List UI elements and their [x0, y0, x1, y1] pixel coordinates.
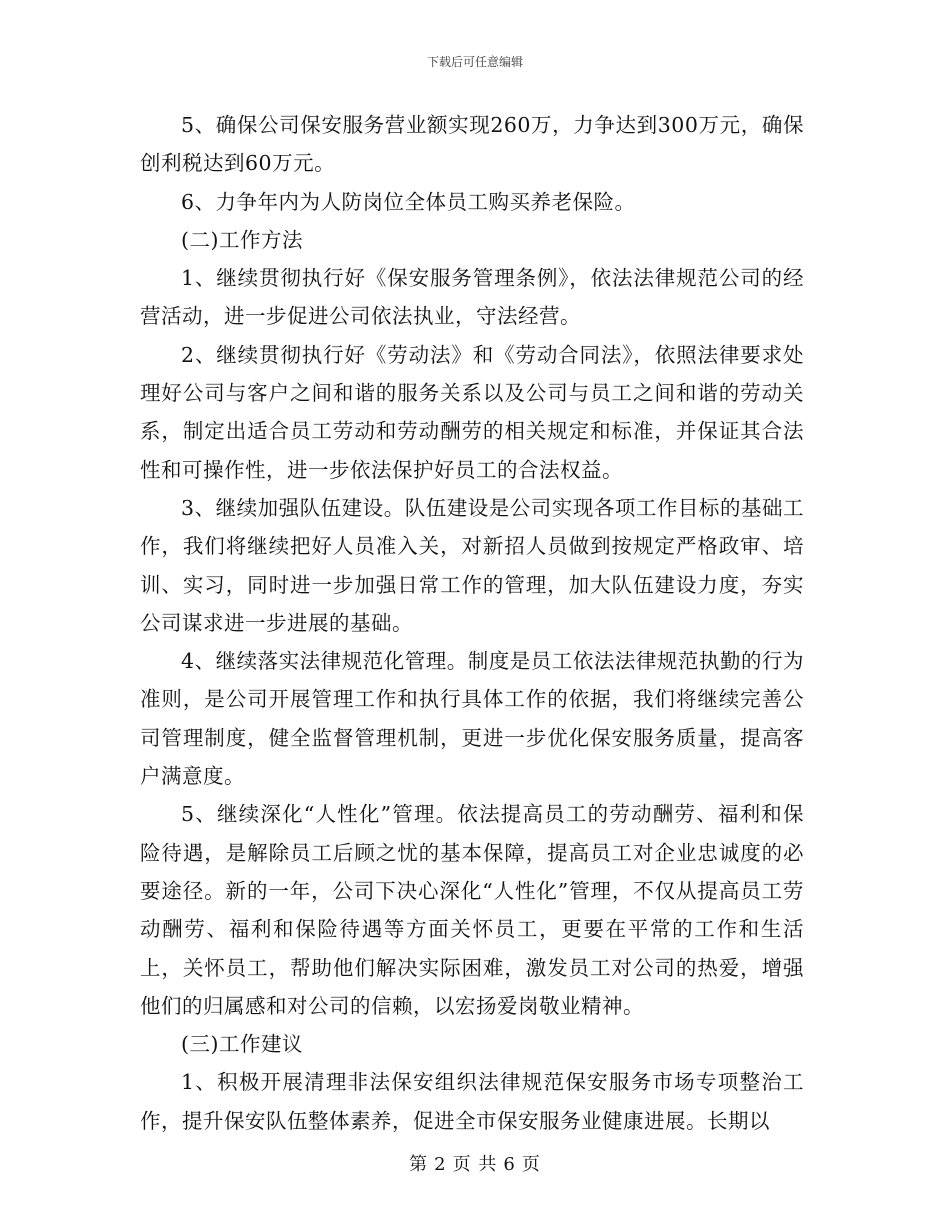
paragraph: 5、确保公司保安服务营业额实现260万，力争达到300万元，确保创利税达到60万元。 [140, 113, 804, 176]
paragraph: 1、继续贯彻执行好《保安服务管理条例》，依法法律规范公司的经营活动，进一步促进公司依法执业，守法经营。 [140, 266, 804, 329]
paragraph: 3、继续加强队伍建设。队伍建设是公司实现各项工作目标的基础工作，我们将继续把好人员准入关，对新招人员做到按规定严格政审、培训、实习，同时进一步加强日常工作的管理，加大队伍建设力度，夯实公司谋求进一步进展的基础。 [140, 495, 804, 635]
footer-suffix: 页 [521, 1154, 541, 1175]
paragraph: 2、继续贯彻执行好《劳动法》和《劳动合同法》，依照法律要求处理好公司与客户之间和谐的服务关系以及公司与员工之间和谐的劳动关系，制定出适合员工劳动和劳动酬劳的相关规定和标准，并保证其合法性和可操作性，进一步依法保护好员工的合法权益。 [140, 342, 804, 482]
paragraph: 6、力争年内为人防岗位全体员工购买养老保险。 [181, 189, 636, 214]
document-body [140, 106, 804, 1140]
current-page-number: 2 [434, 1154, 447, 1175]
paragraph: 4、继续落实法律规范化管理。制度是员工依法法律规范执勤的行为准则，是公司开展管理工作和执行具体工作的依据，我们将继续完善公司管理制度，健全监督管理机制，更进一步优化保安服务质量，提高客户满意度。 [140, 649, 804, 789]
page-header: 下载后可任意编辑 [426, 55, 523, 69]
footer-prefix: 第 [409, 1154, 429, 1175]
total-pages-number: 6 [503, 1154, 516, 1175]
section-heading: (二)工作方法 [181, 227, 303, 252]
footer-mid: 页 共 [452, 1154, 498, 1175]
paragraph: 1、积极开展清理非法保安组织法律规范保安服务市场专项整治工作，提升保安队伍整体素养，促进全市保安服务业健康进展。长期以 [140, 1070, 804, 1133]
page-footer [0, 1150, 950, 1176]
paragraph: 5、继续深化“人性化”管理。依法提高员工的劳动酬劳、福利和保险待遇，是解除员工后顾之忧的基本保障，提高员工对企业忠诚度的必要途径。新的一年，公司下决心深化“人性化”管理，不仅从提高员工劳动酬劳、福利和保险待遇等方面关怀员工，更要在平常的工作和生活上，关怀员工，帮助他们解决实际困难，激发员工对公司的热爱，增强他们的归属感和对公司的信赖，以宏扬爱岗敬业精神。 [140, 802, 804, 1018]
section-heading: (三)工作建议 [181, 1032, 303, 1057]
